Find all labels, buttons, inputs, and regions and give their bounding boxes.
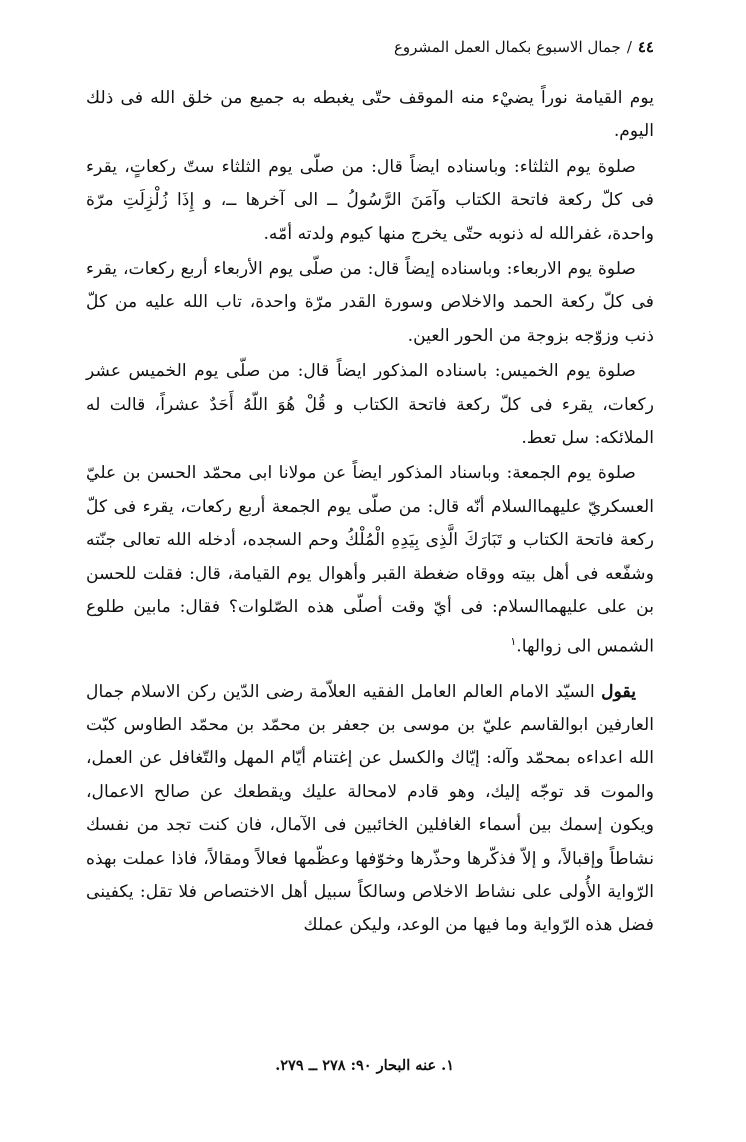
author-lead-word: يقول (601, 681, 636, 702)
author-text: السيّد الامام العالم العامل الفقيه العلاّمة رضى الدّين ركن الاسلام جمال العارفين ابوالقاسم عليّ بن موسى بن جعفر بن محمّد بن محمّد الطاوس كبّت الله اعداءه بمحمّد وآله: إيّاك والكسل عن إغتنام أيّام المهل والتّغافل عن العمل، والموت قد توجّه إليك، وهو قادم لامحالة عليك ويقطعك عن صالح الاعمال، ويكون إسمك بين أسماء الغافلين الخائبين فى الآمال، فان كنت تجد من نفسك نشاطاً وإقبالاً، و إلاّ فذكّرها وحذّرها وخوّفها وعظّمها فعالاً ومقالاً، فاذا عملت بهذه الرّواية الأُولى على نشاط الاخلاص وسالكاً سبيل أهل الاختصاص فلا تقل: يكفينى فضل هذه الرّواية وما فيها من الوعد، وليكن عملك (86, 681, 654, 936)
book-title: جمال الاسبوع بكمال العمل المشروع (393, 38, 621, 56)
footnote: ١. عنه البحار ٩٠: ٢٧٨ ــ ٢٧٩. (275, 1057, 454, 1074)
page-number: ٤٤ (637, 38, 654, 56)
paragraph-author (86, 676, 654, 943)
paragraph-tuesday: صلوة يوم الثلثاء: وباسناده ايضاً قال: من صلّى يوم الثلثاء ستّ ركعاتٍ، يقرء فى كلّ ركعة فاتحة الكتاب وآمَنَ الرَّسُولُ ــ الى آخرها ــ، و إِذَا زُلْزِلَتِ مرّة واحدة، غفرالله له ذنوبه حتّى يخرج منها كيوم ولدته أمّه. (86, 156, 654, 244)
paragraph-friday (86, 457, 654, 663)
footnote-marker: ١ (510, 634, 517, 648)
main-text (86, 82, 654, 945)
friday-text: صلوة يوم الجمعة: وباسناد المذكور ايضاً عن مولانا ابى محمّد الحسن بن عليّ العسكريّ عليهماالسلام أنّه قال: من صلّى يوم الجمعة أربع ركعات، يقرء فى كلّ ركعة فاتحة الكتاب و تَبَارَكَ الَّذِى بِيَدِهِ الْمُلْكُ وحم السجده، أدخله الله تعالى جنّته وشفّعه فى أهل بيته ووقاه ضغطة القبر وأهوال يوم القيامة، قال: فقلت للحسن بن على عليهماالسلام: فى أيّ وقت أصلّى هذه الصّلوات؟ فقال: مابين طلوع الشمس الى زوالها. (86, 463, 654, 657)
paragraph-wednesday: صلوة يوم الاربعاء: وباسناده إيضاً قال: من صلّى يوم الأربعاء أربع ركعات، يقرء فى كلّ ركعة الحمد والاخلاص وسورة القدر مرّة واحدة، تاب الله عليه من كلّ ذنب وزوّجه بزوجة من الحور العين. (86, 259, 654, 346)
running-header (394, 36, 654, 58)
paragraph-continuation: يوم القيامة نوراً يضيْء منه الموقف حتّى يغبطه به جميع من خلق الله فى ذلك اليوم. (86, 88, 654, 142)
header-separator: / (626, 38, 632, 56)
paragraph-thursday: صلوة يوم الخميس: باسناده المذكور ايضاً قال: من صلّى يوم الخميس عشر ركعات، يقرء فى كلّ ركعة فاتحة الكتاب و قُلْ هُوَ اللّهُ أَحَدٌ عشراً، قالت له الملائكه: سل تعط. (86, 361, 654, 449)
